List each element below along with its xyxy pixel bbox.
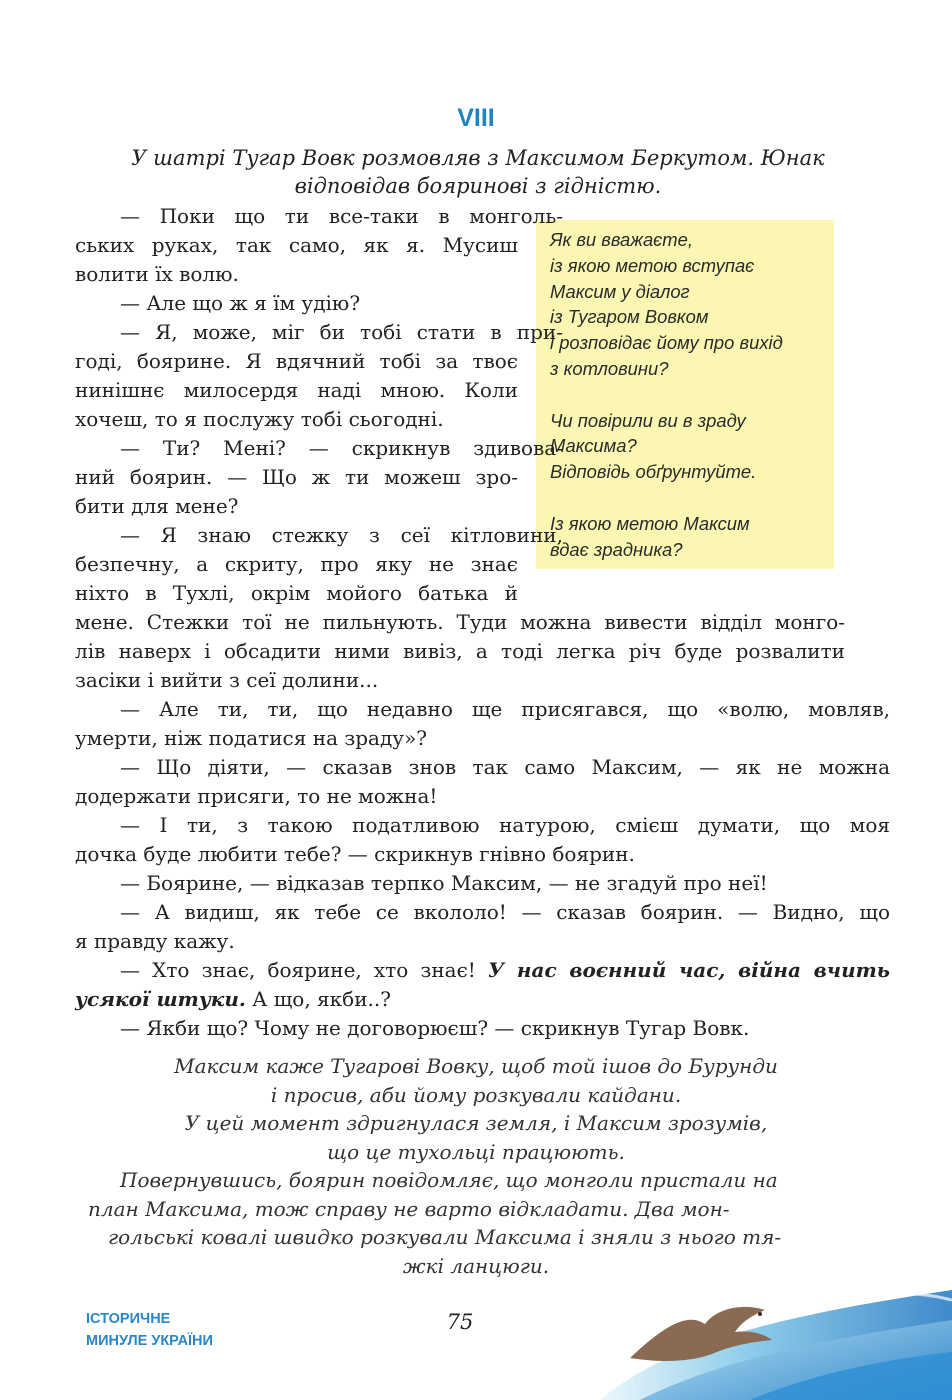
summary-line: план Максима, тож справу не варто відкладати. Два мон- xyxy=(88,1196,730,1221)
text-line: годі, боярине. Я вдячний тобі за твоє xyxy=(75,349,518,373)
text-line: усякої штуки. А що, якби..? xyxy=(75,987,391,1011)
text-line: безпечну, а скриту, про яку не знає xyxy=(75,552,518,576)
text-line: — Поки що ти все-таки в монголь- xyxy=(120,204,563,228)
text-line: — Але ти, ти, що недавно ще присягався, що «волю, мовляв, xyxy=(120,697,890,721)
question-3: Із якою метою Максим вдає зрадника? xyxy=(550,512,750,560)
story-text xyxy=(75,202,890,1043)
intro-line: У шатрі Тугар Вовк розмовляв з Максимом Беркутом. Юнак xyxy=(131,146,825,170)
text-line: — Я знаю стежку з сеї кітловини, xyxy=(120,523,563,547)
text-line: — Боярине, — відказав терпко Максим, — не згадуй про неї! xyxy=(120,871,768,895)
text-line: умерти, ніж податися на зраду»? xyxy=(75,726,428,750)
text-line: бити для мене? xyxy=(75,494,239,518)
text-line: засіки і вийти з сеї долини... xyxy=(75,668,379,692)
question-1: Як ви вважаєте, із якою метою вступає Максим у діалог із Тугаром Вовком і розповідає йому про вихід з котловини? xyxy=(550,229,783,379)
summary-block xyxy=(0,1052,952,1280)
question-2: Чи повірили ви в зраду Максима? Відповідь обґрунтуйте. xyxy=(550,409,757,483)
emphasis: усякої штуки. xyxy=(75,987,246,1011)
summary-line: жкі ланцюги. xyxy=(402,1253,550,1278)
text-line: додержати присяги, то не можна! xyxy=(75,784,438,808)
text-line: — Я, може, міг би тобі стати в при- xyxy=(120,320,563,344)
text-line: лів наверх і обсадити ними вивіз, а тоді легка річ буде розвалити xyxy=(75,639,845,663)
chapter-intro xyxy=(78,144,878,200)
chapter-number: VIII xyxy=(457,104,495,132)
text-line: нинішнє милосердя наді мною. Коли xyxy=(75,378,518,402)
bird-on-blue-waves-icon xyxy=(600,1280,952,1400)
summary-line: і просив, аби йому розкували кайдани. xyxy=(270,1082,682,1107)
text-line: ських руках, так само, як я. Мусиш xyxy=(75,233,518,257)
summary-line: У цей момент здригнулася земля, і Максим зрозумів, xyxy=(184,1111,768,1135)
text-line: мене. Стежки тої не пильнують. Туди можна вивести відділ монго- xyxy=(75,610,845,634)
emphasis: У нас воєнний час, війна вчить xyxy=(487,958,890,982)
text-line: ний боярин. — Що ж ти можеш зро- xyxy=(75,465,518,489)
text-line: хочеш, то я послужу тобі сьогодні. xyxy=(75,407,444,431)
text-line: — І ти, з такою податливою натурою, смієш думати, що моя xyxy=(120,813,890,837)
page-number: 75 xyxy=(446,1310,474,1334)
text-line: дочка буде любити тебе? — скрикнув гнівно боярин. xyxy=(75,842,635,866)
text-line: ніхто в Тухлі, окрім мойого батька й xyxy=(75,581,518,605)
summary-line: Повернувшись, боярин повідомляє, що монголи пристали на xyxy=(120,1168,778,1192)
text-line: — Хто знає, боярине, хто знає! У нас воєнний час, війна вчить xyxy=(120,958,890,982)
text-line: — Ти? Мені? — скрикнув здивова- xyxy=(120,436,563,460)
summary-line: гольські ковалі швидко розкували Максима і зняли з нього тя- xyxy=(108,1225,782,1249)
text-line: — А видиш, як тебе се вкололо! — сказав боярин. — Видно, що xyxy=(120,900,890,924)
text-line: — Якби що? Чому не договорюєш? — скрикнув Тугар Вовк. xyxy=(120,1016,750,1040)
text-line: я правду кажу. xyxy=(75,929,235,953)
summary-line: що це тухольці працюють. xyxy=(327,1139,625,1164)
summary-line: Максим каже Тугарові Вовку, щоб той ішов до Бурунди xyxy=(174,1054,778,1078)
text-line: — Але що ж я їм удію? xyxy=(120,291,361,315)
section-title: ІСТОРИЧНЕ МИНУЛЕ УКРАЇНИ xyxy=(86,1311,213,1349)
intro-line: відповідав бояринові з гідністю. xyxy=(294,174,662,198)
text-line: волити їх волю. xyxy=(75,262,239,286)
text-line: — Що діяти, — сказав знов так само Максим, — як не можна xyxy=(120,755,890,779)
